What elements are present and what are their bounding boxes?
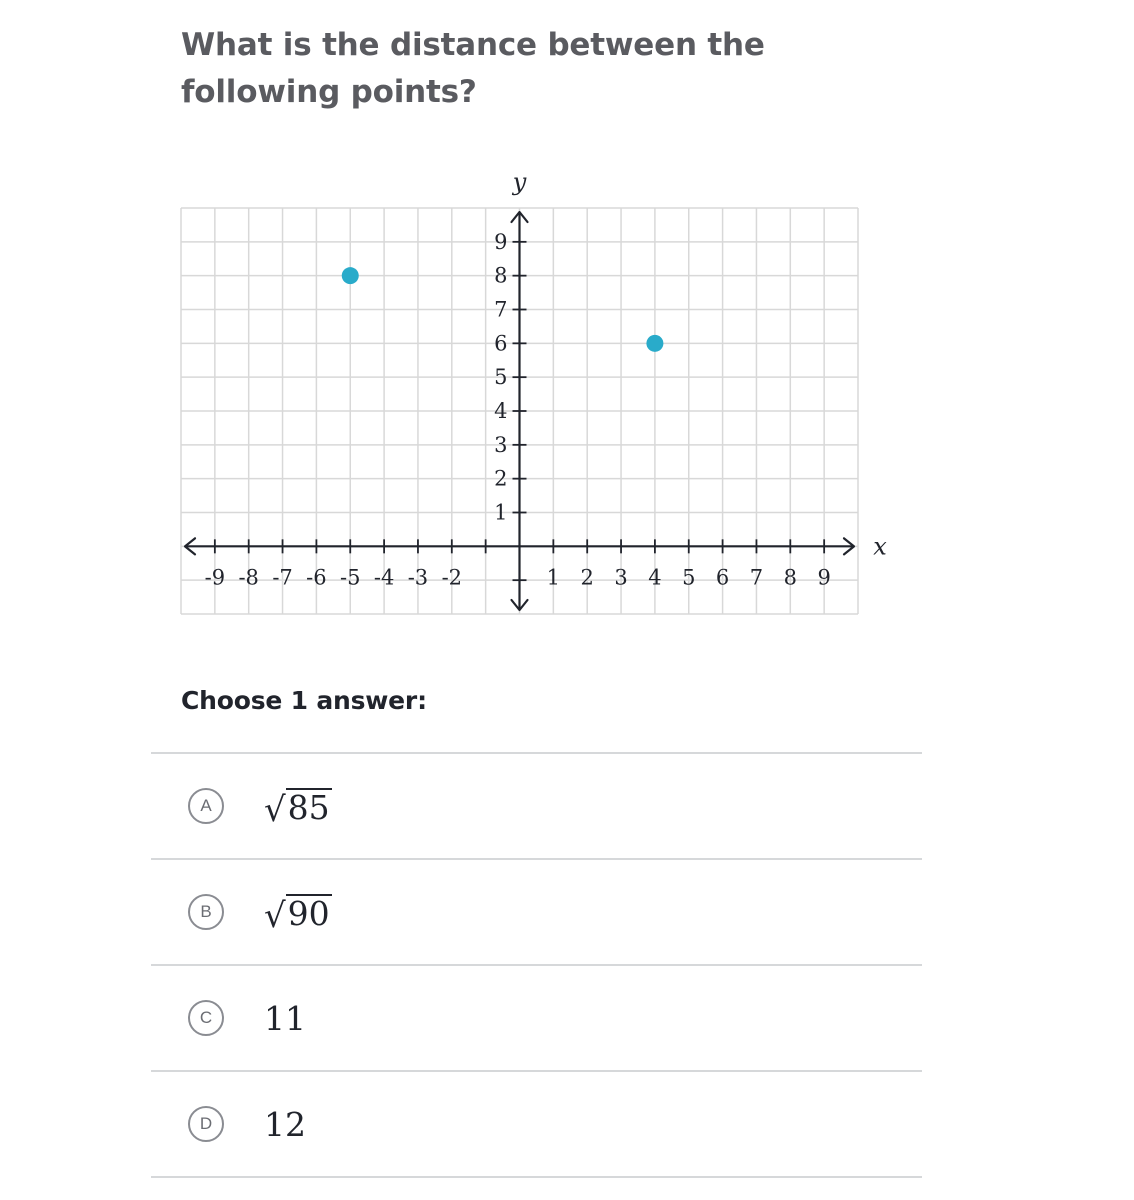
choice-a[interactable]	[151, 754, 922, 860]
x-tick-label: 1	[546, 565, 561, 590]
choice-a-radio[interactable]: A	[188, 788, 224, 824]
choose-answer-label: Choose 1 answer:	[181, 686, 427, 715]
choice-b[interactable]	[151, 860, 922, 966]
y-tick-label: 4	[494, 399, 508, 423]
y-tick-label: 5	[494, 365, 508, 390]
x-tick-label: 7	[749, 565, 764, 590]
x-tick-label: -3	[407, 565, 429, 590]
x-tick-label: 2	[580, 565, 594, 590]
sqrt-expression	[264, 894, 332, 936]
y-tick-label: 2	[494, 466, 508, 491]
radical-sign-icon: √	[264, 790, 286, 830]
y-tick-label: 8	[494, 263, 508, 288]
answer-choices	[151, 752, 922, 1178]
choice-b-content	[264, 894, 332, 936]
data-point-1	[342, 267, 359, 284]
x-tick-label: -6	[306, 565, 327, 590]
x-tick-label: 4	[648, 565, 662, 590]
x-tick-label: -2	[441, 565, 463, 590]
x-axis-label: x	[873, 532, 887, 561]
sqrt-expression	[264, 788, 332, 830]
x-tick-label: 5	[682, 565, 696, 590]
x-tick-label: 8	[783, 565, 797, 590]
x-tick-label: -5	[340, 565, 361, 590]
choice-d-radio[interactable]: D	[188, 1106, 224, 1142]
x-tick-label: 3	[614, 565, 628, 590]
choice-d[interactable]	[151, 1072, 922, 1178]
x-tick-label: 6	[715, 565, 730, 590]
y-tick-label: 9	[494, 229, 508, 254]
choice-a-content	[264, 788, 332, 830]
y-tick-label: 6	[494, 331, 508, 356]
choice-b-radio[interactable]: B	[188, 894, 224, 930]
y-tick-label: 1	[494, 500, 508, 525]
choice-c-radio[interactable]: C	[188, 1000, 224, 1036]
x-tick-label: -4	[373, 565, 395, 590]
choice-d-value: 12	[264, 1104, 306, 1144]
choice-c-value: 11	[264, 998, 306, 1038]
y-tick-label: 3	[494, 432, 508, 457]
y-axis-label: y	[512, 168, 527, 196]
x-tick-label: -9	[204, 565, 226, 590]
x-tick-label: -8	[238, 565, 259, 590]
radical-sign-icon: √	[264, 896, 286, 936]
question-text: What is the distance between the following points?	[181, 27, 765, 110]
choice-c[interactable]	[151, 966, 922, 1072]
y-tick-label: 7	[494, 297, 508, 322]
x-tick-label: -7	[272, 565, 293, 590]
choice-a-value: 85	[287, 788, 330, 827]
data-point-2	[646, 335, 663, 352]
x-tick-label: 9	[817, 565, 831, 590]
choice-b-value: 90	[287, 894, 330, 933]
